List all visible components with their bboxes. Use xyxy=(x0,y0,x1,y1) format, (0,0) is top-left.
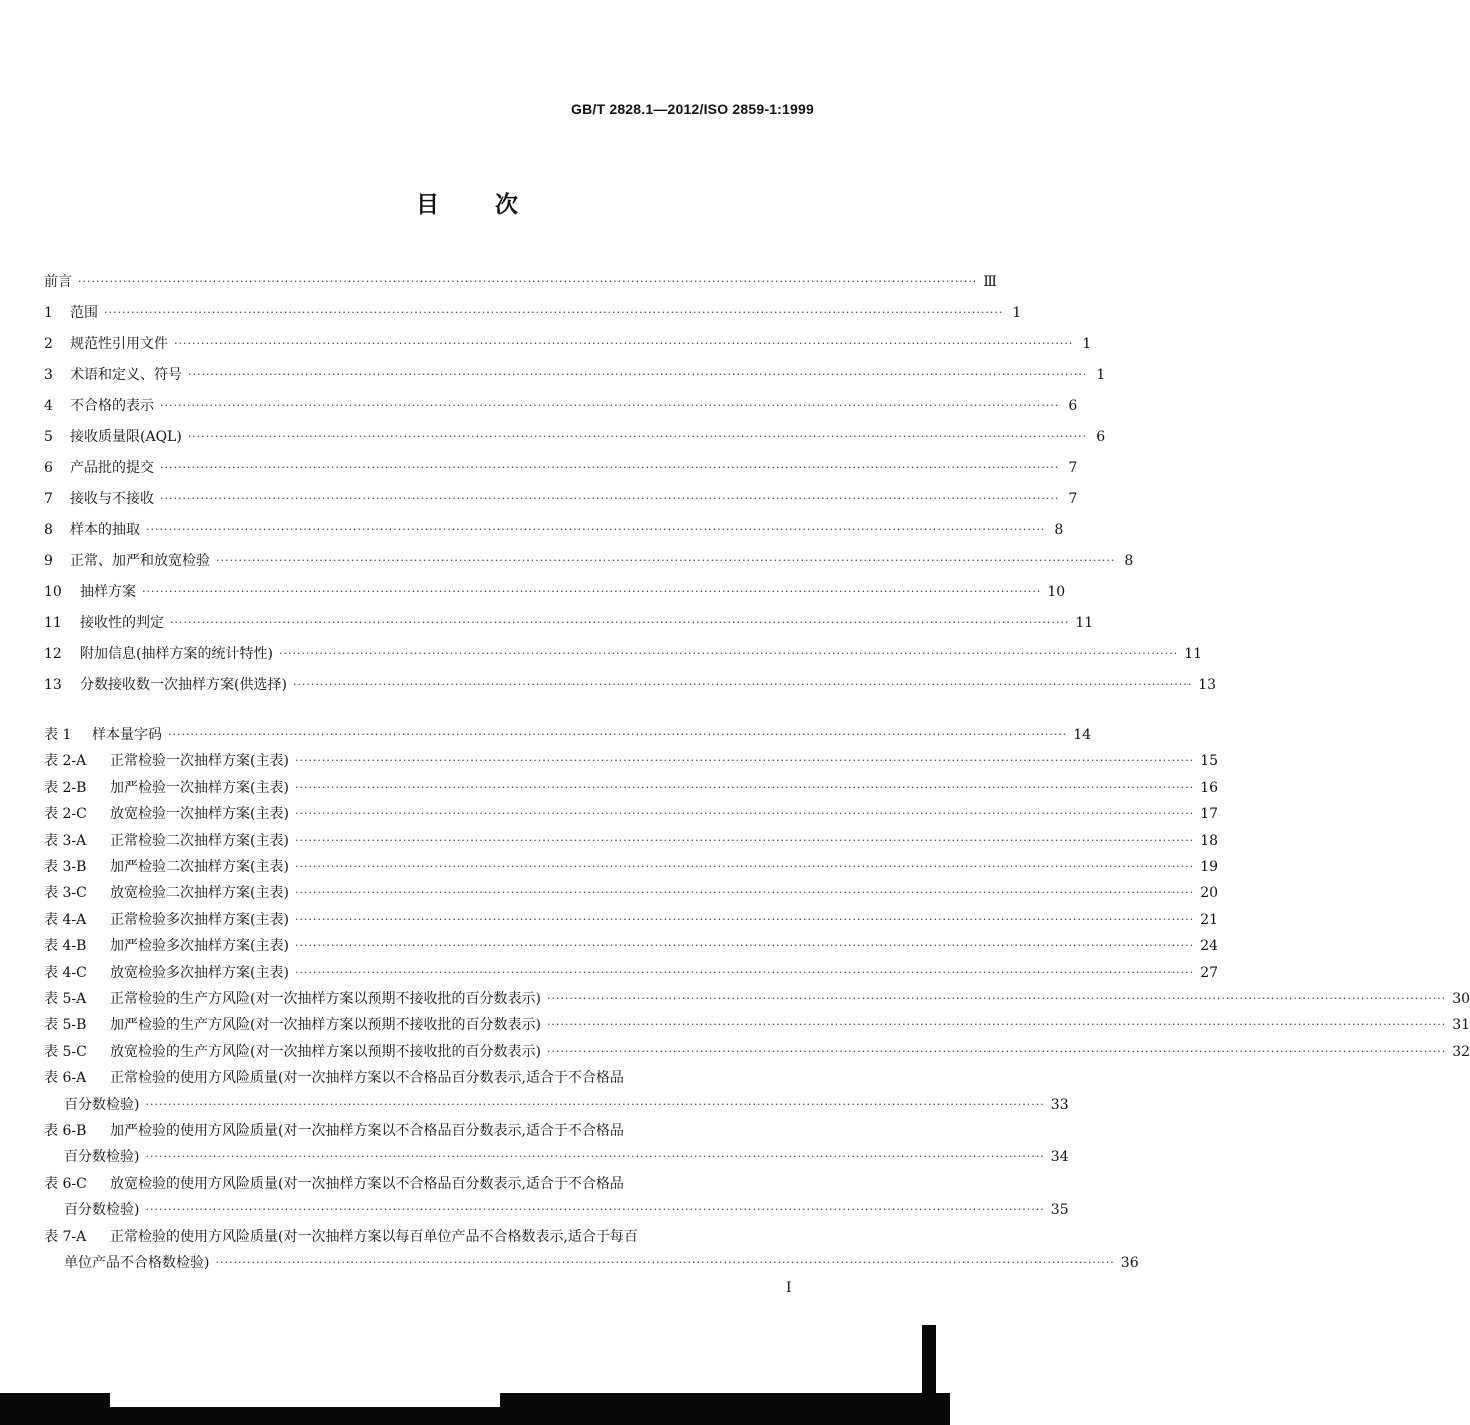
toc-entry xyxy=(44,334,1092,354)
toc-entry-number: 表 4-C xyxy=(44,964,87,981)
toc-entry-title-cont: 百分数检验) xyxy=(64,1096,140,1113)
toc-entry-label xyxy=(44,396,154,416)
toc-entry-label xyxy=(44,427,182,447)
toc-entry xyxy=(44,989,1470,1009)
toc-entry-title: 前言 xyxy=(44,274,72,290)
toc-leader-dots: ········································································································································································································ xyxy=(168,728,1068,741)
toc-entry-label xyxy=(44,303,98,323)
toc-entry xyxy=(44,613,1094,633)
toc-entry-page: Ⅲ xyxy=(983,274,997,290)
toc-entry-label xyxy=(44,520,140,540)
toc-leader-dots: ········································································································································································································ xyxy=(145,1097,1045,1111)
toc-entry xyxy=(44,910,1219,930)
toc-leader-dots: ········································································································································································································ xyxy=(104,306,1004,319)
toc-entry-number: 表 6-B xyxy=(44,1123,87,1139)
toc-entry-page: 36 xyxy=(1120,1255,1139,1271)
toc-entry-continuation xyxy=(64,1200,1069,1220)
toc-entry xyxy=(44,831,1219,851)
toc-entry-page: 15 xyxy=(1200,753,1219,770)
toc-entry-number: 9 xyxy=(44,553,53,569)
toc-entry-page: 8 xyxy=(1054,522,1064,538)
toc-entry-title: 正常检验二次抽样方案(主表) xyxy=(110,832,289,849)
toc-entry-title: 样本量字码 xyxy=(92,727,162,743)
toc-entry-title: 放宽检验的生产方风险(对一次抽样方案以预期不接收批的百分数表示) xyxy=(110,1043,541,1060)
toc-entry-title: 接收质量限(AQL) xyxy=(70,429,182,445)
toc-entry-number: 表 3-A xyxy=(44,832,87,849)
toc-entry-number: 4 xyxy=(44,398,53,414)
toc-entry-label xyxy=(44,489,154,509)
toc-entry-continuation xyxy=(64,1253,1139,1273)
toc-entry-page: 16 xyxy=(1200,779,1219,796)
toc-entry xyxy=(44,857,1219,877)
toc-entry-label xyxy=(44,272,72,292)
toc-entry-label xyxy=(44,675,287,695)
toc-entry-title: 放宽检验二次抽样方案(主表) xyxy=(110,885,289,902)
toc-entry-page: 32 xyxy=(1452,1043,1470,1060)
toc-entry-number: 表 2-A xyxy=(44,753,87,770)
toc-leader-dots: ········································································································································································································ xyxy=(294,965,1195,979)
toc-entry-title: 放宽检验多次抽样方案(主表) xyxy=(110,964,289,981)
toc-leader-dots: ········································································································································································································ xyxy=(546,1018,1447,1032)
page-number: I xyxy=(786,1280,792,1296)
standard-number: GB/T 2828.1—2012/ISO 2859-1:1999 xyxy=(571,101,814,117)
toc-entry-page: 33 xyxy=(1050,1096,1069,1113)
toc-entry-number: 表 5-C xyxy=(44,1043,87,1060)
toc-entry xyxy=(44,489,1078,509)
toc-entry-label xyxy=(44,1042,541,1062)
toc-entry xyxy=(44,1227,638,1247)
toc-entry-number: 表 3-C xyxy=(44,885,87,902)
toc-entry-number: 11 xyxy=(44,615,62,631)
toc-entry-title-cont: 百分数检验) xyxy=(64,1202,140,1219)
toc-leader-dots: ········································································································································································································ xyxy=(145,1150,1045,1164)
toc-leader-dots: ········································································································································································································ xyxy=(294,780,1195,794)
toc-entry-page: 34 xyxy=(1050,1149,1069,1166)
toc-entry xyxy=(44,1042,1470,1062)
toc-entry xyxy=(44,751,1219,771)
toc-entry-number: 3 xyxy=(44,367,53,383)
toc-entry-page: 7 xyxy=(1068,460,1078,476)
toc-entry-title: 规范性引用文件 xyxy=(70,336,168,352)
toc-leader-dots: ········································································································································································································ xyxy=(294,886,1195,900)
toc-entry-number: 10 xyxy=(44,584,62,600)
toc-entry-continuation xyxy=(64,1147,1069,1167)
toc-leader-dots: ········································································································································································································ xyxy=(278,647,1179,660)
toc-entry-page: 31 xyxy=(1452,1017,1470,1034)
toc-leader-dots: ········································································································································································································ xyxy=(294,833,1195,847)
toc-entry-title: 加严检验的生产方风险(对一次抽样方案以预期不接收批的百分数表示) xyxy=(110,1017,541,1034)
toc-leader-dots: ········································································································································································································ xyxy=(294,912,1195,926)
toc-entry-label xyxy=(44,804,289,824)
toc-entry-title: 正常检验的使用方风险质量(对一次抽样方案以每百单位产品不合格数表示,适合于每百 xyxy=(110,1228,638,1245)
toc-leader-dots: ········································································································································································································ xyxy=(294,939,1195,953)
toc-entry-label xyxy=(44,910,289,930)
toc-leader-dots: ········································································································································································································ xyxy=(292,678,1193,691)
toc-leader-dots: ········································································································································································································ xyxy=(160,399,1060,412)
toc-entry-title-cont: 百分数检验) xyxy=(64,1149,140,1166)
toc-leader-dots: ········································································································································································································ xyxy=(294,754,1195,768)
toc-entry-title: 附加信息(抽样方案的统计特性) xyxy=(80,646,273,662)
toc-entry-title: 产品批的提交 xyxy=(70,460,154,476)
toc-entry xyxy=(44,520,1064,540)
toc-entry-label xyxy=(44,334,168,354)
toc-leader-dots: ········································································································································································································ xyxy=(546,992,1447,1005)
toc-entry xyxy=(44,963,1219,983)
toc-entry-continuation xyxy=(64,1095,1069,1115)
toc-entry-page: 1 xyxy=(1012,305,1022,321)
toc-leader-dots: ········································································································································································································ xyxy=(146,523,1046,536)
toc-entry-number: 表 5-B xyxy=(44,1017,87,1034)
toc-entry-label xyxy=(44,582,136,602)
toc-entry-title: 正常检验的生产方风险(对一次抽样方案以预期不接收批的百分数表示) xyxy=(110,991,541,1007)
toc-entry-title: 加严检验多次抽样方案(主表) xyxy=(110,938,289,955)
toc-entry-page: 6 xyxy=(1068,398,1078,414)
toc-entry xyxy=(44,883,1219,903)
toc-entry-page: 30 xyxy=(1452,991,1470,1007)
toc-entry-title: 加严检验一次抽样方案(主表) xyxy=(110,779,289,796)
toc-leader-dots: ········································································································································································································ xyxy=(294,860,1195,873)
toc-entry-title: 接收与不接收 xyxy=(70,491,154,507)
toc-entry-page: 13 xyxy=(1198,677,1217,693)
toc-leader-dots: ········································································································································································································ xyxy=(145,1203,1045,1217)
toc-entry xyxy=(44,644,1203,664)
toc-entry xyxy=(44,458,1078,478)
toc-entry-label xyxy=(44,989,541,1009)
toc-entry xyxy=(44,1174,624,1194)
toc-entry xyxy=(44,1121,624,1141)
toc-entry-page: 20 xyxy=(1200,885,1219,902)
toc-entry-number: 6 xyxy=(44,460,53,476)
toc-entry-title: 正常检验多次抽样方案(主表) xyxy=(110,911,289,928)
toc-entry-label xyxy=(44,857,289,877)
toc-entry-page: 6 xyxy=(1096,429,1106,445)
toc-entry-page: 24 xyxy=(1200,938,1219,955)
toc-entry xyxy=(44,725,1092,745)
scan-edge-notch xyxy=(110,1393,500,1407)
toc-entry-page: 14 xyxy=(1073,727,1092,743)
toc-leader-dots: ········································································································································································································ xyxy=(294,807,1195,821)
toc-entry-label xyxy=(44,1015,541,1035)
toc-entry-label xyxy=(44,458,154,478)
toc-entry-page: 27 xyxy=(1200,964,1219,981)
toc-entry-page: 1 xyxy=(1082,336,1092,352)
toc-entry-label xyxy=(44,613,164,633)
toc-entry-page: 17 xyxy=(1200,806,1219,823)
toc-entry-number: 表 4-B xyxy=(44,938,87,955)
toc-entry-number: 表 1 xyxy=(44,727,72,743)
toc-entry xyxy=(44,365,1106,385)
toc-entry-label xyxy=(44,551,210,571)
toc-leader-dots: ········································································································································································································ xyxy=(78,275,978,288)
page-title: 目次 xyxy=(416,191,574,218)
toc-entry-label xyxy=(44,936,289,956)
toc-entry-number: 表 6-C xyxy=(44,1175,87,1192)
toc-entry-title-cont: 单位产品不合格数检验) xyxy=(64,1255,210,1271)
toc-entry-page: 35 xyxy=(1050,1202,1069,1219)
toc-entry xyxy=(44,675,1217,695)
toc-entry-number: 表 2-B xyxy=(44,779,87,796)
toc-entry-label xyxy=(44,751,289,771)
toc-entry-title: 术语和定义、符号 xyxy=(70,367,182,383)
toc-entry-number: 1 xyxy=(44,305,53,321)
toc-entry xyxy=(44,396,1078,416)
toc-entry-title: 加严检验的使用方风险质量(对一次抽样方案以不合格品百分数表示,适合于不合格品 xyxy=(110,1123,624,1139)
toc-leader-dots: ········································································································································································································ xyxy=(216,554,1116,567)
toc-entry xyxy=(44,551,1134,571)
toc-leader-dots: ········································································································································································································ xyxy=(187,430,1088,443)
toc-entry-page: 10 xyxy=(1047,584,1066,600)
toc-entry-title: 分数接收数一次抽样方案(供选择) xyxy=(80,677,287,693)
toc-entry-label xyxy=(44,883,289,903)
toc-entry-title: 正常检验的使用方风险质量(对一次抽样方案以不合格品百分数表示,适合于不合格品 xyxy=(110,1070,624,1087)
toc-leader-dots: ········································································································································································································ xyxy=(215,1256,1115,1269)
toc-entry-number: 表 4-A xyxy=(44,911,87,928)
toc-leader-dots: ········································································································································································································ xyxy=(142,585,1042,598)
toc-entry-page: 1 xyxy=(1096,367,1106,383)
toc-entry-title: 加严检验二次抽样方案(主表) xyxy=(110,859,289,875)
toc-entry xyxy=(44,936,1219,956)
toc-entry-title: 不合格的表示 xyxy=(70,398,154,414)
toc-entry-number: 表 7-A xyxy=(44,1228,87,1245)
toc-entry-page: 19 xyxy=(1200,859,1219,875)
toc-leader-dots: ········································································································································································································ xyxy=(174,337,1074,350)
toc-entry-number: 7 xyxy=(44,491,53,507)
toc-entry-title: 正常、加严和放宽检验 xyxy=(70,553,210,569)
toc-entry-title: 放宽检验一次抽样方案(主表) xyxy=(110,806,289,823)
toc-entry-page: 21 xyxy=(1200,911,1219,928)
toc-entry-number: 表 2-C xyxy=(44,806,87,823)
toc-entry-title: 样本的抽取 xyxy=(70,522,140,538)
toc-entry-number: 表 3-B xyxy=(44,859,87,875)
toc-entry-page: 18 xyxy=(1200,832,1219,849)
toc-entry-label xyxy=(44,725,162,745)
toc-entry-number: 13 xyxy=(44,677,62,693)
toc-entry-page: 11 xyxy=(1075,615,1094,631)
toc-entry xyxy=(44,1068,624,1088)
toc-entry xyxy=(44,582,1066,602)
toc-entry-title: 正常检验一次抽样方案(主表) xyxy=(110,753,289,770)
toc-leader-dots: ········································································································································································································ xyxy=(160,461,1060,474)
toc-leader-dots: ········································································································································································································ xyxy=(188,368,1088,381)
toc-entry xyxy=(44,427,1106,447)
toc-entry-page: 8 xyxy=(1124,553,1134,569)
toc-entry-number: 8 xyxy=(44,522,53,538)
scan-edge-bottom xyxy=(0,1393,950,1425)
toc-entry-page: 7 xyxy=(1068,491,1078,507)
toc-entry xyxy=(44,272,997,292)
toc-entry-number: 5 xyxy=(44,429,53,445)
toc-entry-number: 2 xyxy=(44,336,53,352)
toc-entry-label xyxy=(44,963,289,983)
toc-entry-title: 放宽检验的使用方风险质量(对一次抽样方案以不合格品百分数表示,适合于不合格品 xyxy=(110,1175,624,1192)
toc-entry-label xyxy=(44,365,182,385)
toc-entry-page: 11 xyxy=(1184,646,1203,662)
toc-leader-dots: ········································································································································································································ xyxy=(546,1044,1447,1058)
toc-leader-dots: ········································································································································································································ xyxy=(170,616,1070,629)
toc-entry xyxy=(44,303,1022,323)
toc-entry xyxy=(44,804,1219,824)
toc-entry-number: 12 xyxy=(44,646,62,662)
toc-entry-title: 范围 xyxy=(70,305,98,321)
toc-entry-number: 表 5-A xyxy=(44,991,87,1007)
toc-entry-number: 表 6-A xyxy=(44,1070,87,1087)
toc-entry-label xyxy=(44,778,289,798)
toc-entry-title: 接收性的判定 xyxy=(80,615,164,631)
toc-leader-dots: ········································································································································································································ xyxy=(160,492,1060,505)
toc-entry-label xyxy=(44,831,289,851)
toc-entry xyxy=(44,1015,1470,1035)
toc-entry-title: 抽样方案 xyxy=(80,584,136,600)
toc-entry-label xyxy=(44,644,273,664)
toc-entry xyxy=(44,778,1219,798)
